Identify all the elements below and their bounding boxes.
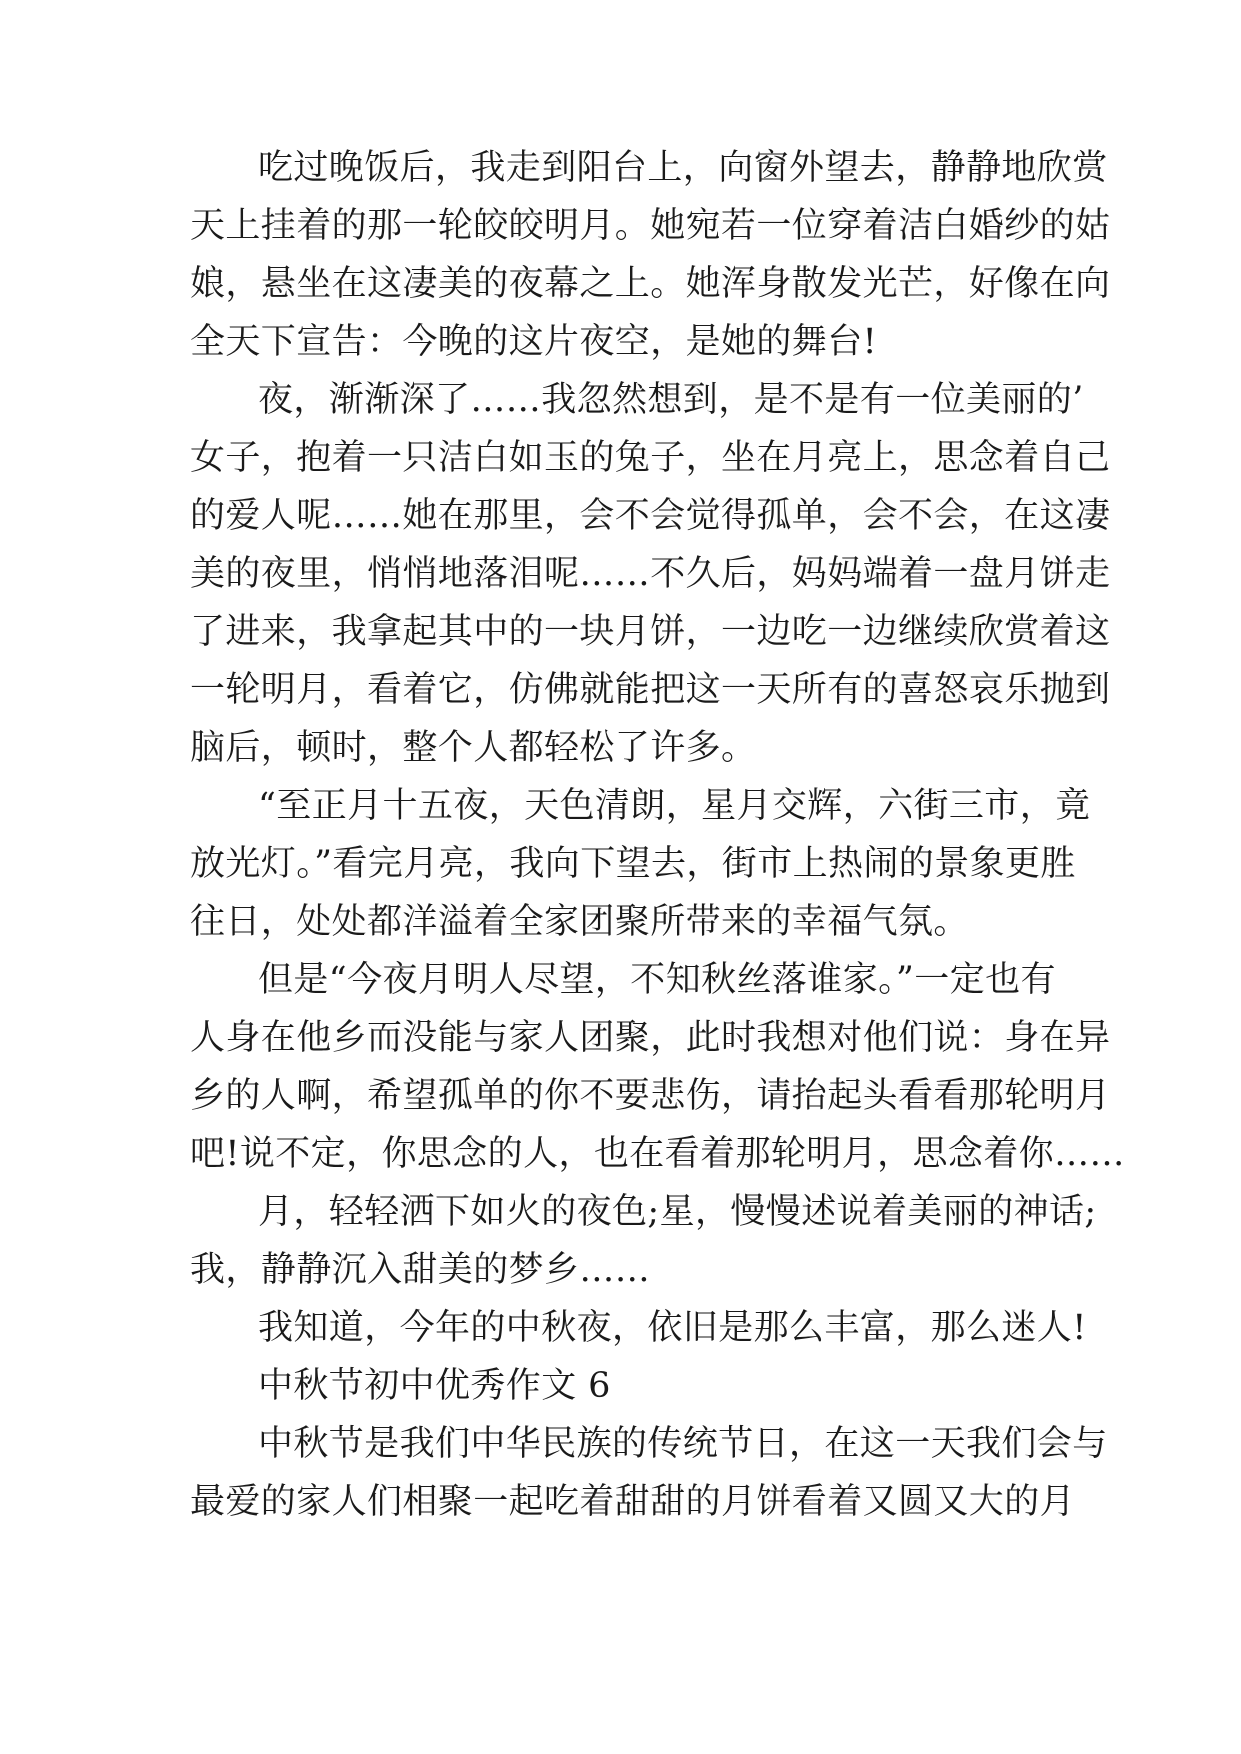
text-line: 放光灯。”看完月亮，我向下望去，街市上热闹的景象更胜 [190, 844, 1076, 884]
text-line: 中秋节是我们中华民族的传统节日，在这一天我们会与 [258, 1424, 1108, 1464]
text-line: 我，静静沉入甜美的梦乡…… [190, 1250, 651, 1290]
text-line: 乡的人啊，希望孤单的你不要悲伤，请抬起头看看那轮明月 [190, 1076, 1111, 1116]
text-line: 天上挂着的那一轮皎皎明月。她宛若一位穿着洁白婚纱的姑 [190, 206, 1111, 246]
section-heading: 中秋节初中优秀作文 6 [258, 1366, 611, 1406]
text-line: 吃过晚饭后，我走到阳台上，向窗外望去，静静地欣赏 [258, 148, 1108, 188]
text-line: 的爱人呢……她在那里，会不会觉得孤单，会不会，在这凄 [190, 496, 1111, 536]
text-line: 人身在他乡而没能与家人团聚，此时我想对他们说：身在异 [190, 1018, 1111, 1058]
text-line: “至正月十五夜，天色清朗，星月交辉，六街三市，竟 [258, 786, 1091, 826]
text-line: 脑后，顿时，整个人都轻松了许多。 [190, 728, 757, 768]
text-line: 夜，渐渐深了……我忽然想到，是不是有一位美丽的’ [258, 380, 1084, 420]
text-line: 一轮明月，看着它，仿佛就能把这一天所有的喜怒哀乐抛到 [190, 670, 1111, 710]
text-line: 我知道，今年的中秋夜，依旧是那么丰富，那么迷人! [258, 1308, 1087, 1348]
text-line: 娘，悬坐在这凄美的夜幕之上。她浑身散发光芒，好像在向 [190, 264, 1111, 304]
text-line: 美的夜里，悄悄地落泪呢……不久后，妈妈端着一盘月饼走 [190, 554, 1111, 594]
text-line: 吧!说不定，你思念的人，也在看着那轮明月，思念着你…… [190, 1134, 1125, 1174]
text-line: 往日，处处都洋溢着全家团聚所带来的幸福气氛。 [190, 902, 969, 942]
text-line: 最爱的家人们相聚一起吃着甜甜的月饼看着又圆又大的月 [190, 1482, 1076, 1522]
text-line: 但是“今夜月明人尽望，不知秋丝落谁家。”一定也有 [258, 960, 1056, 1000]
text-line: 月，轻轻洒下如火的夜色;星，慢慢述说着美丽的神话; [258, 1192, 1097, 1232]
text-line: 了进来，我拿起其中的一块月饼，一边吃一边继续欣赏着这 [190, 612, 1111, 652]
text-line: 全天下宣告：今晚的这片夜空，是她的舞台! [190, 322, 878, 362]
text-line: 女子，抱着一只洁白如玉的兔子，坐在月亮上，思念着自己 [190, 438, 1111, 478]
